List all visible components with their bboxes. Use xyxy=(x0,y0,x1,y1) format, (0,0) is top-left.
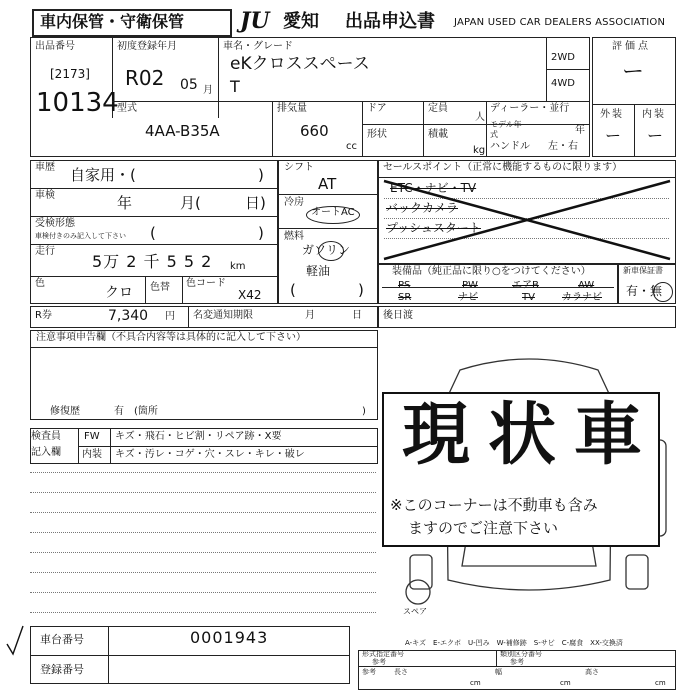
transfer-note: 車検付きのみ記入して下さい xyxy=(35,232,126,240)
selling-point-3: プッシュスタート xyxy=(386,221,481,235)
mileage-label: 走行 xyxy=(35,246,55,257)
history-close: ) xyxy=(258,166,264,184)
model-label: 型式 xyxy=(117,103,137,114)
as-is-stamp-note-1: ※このコーナーは不動車も含み xyxy=(390,496,598,514)
color-value: クロ xyxy=(105,285,133,301)
back-delivery-label: 後日渡 xyxy=(383,310,413,321)
cross-out-mark xyxy=(378,177,676,264)
transfer-close: ) xyxy=(258,224,264,242)
fuel-gas: ガソリン xyxy=(302,243,351,257)
displacement-value: 660 xyxy=(300,122,329,140)
listing-number-small: [2173] xyxy=(50,67,90,81)
displacement-unit: cc xyxy=(346,141,357,152)
equipment-label: 装備品（純正品に限り○をつけてください） xyxy=(392,266,591,277)
capacity-label: 定員 xyxy=(428,103,448,114)
shift-label: シフト xyxy=(284,162,314,173)
name-notice-month: 月 xyxy=(305,310,315,321)
fuel-diesel: 軽油 xyxy=(306,264,331,278)
chassis-label: 車台番号 xyxy=(40,633,84,646)
selling-point-1: ETC・ナビ・TV xyxy=(390,181,477,195)
interior-code-label: 内装 xyxy=(82,449,102,460)
rating-value: ー xyxy=(622,60,645,85)
as-is-stamp-note-2: ますのでご注意下さい xyxy=(408,519,559,537)
association-name: JAPAN USED CAR DEALERS ASSOCIATION xyxy=(454,17,666,28)
transfer-open: ( xyxy=(150,224,156,242)
shape-label: 形状 xyxy=(367,129,387,140)
equipment-ps: PS xyxy=(398,280,411,291)
inspection-year-unit: 年 xyxy=(117,194,133,212)
transfer-label: 受検形態 xyxy=(35,218,75,229)
capacity-unit: 人 xyxy=(475,112,485,123)
dealer-label: ディーラー・並行 xyxy=(490,103,570,114)
equipment-pw: PW xyxy=(462,280,478,291)
rating-label: 評価点 xyxy=(612,41,651,52)
ac-label: 冷房 xyxy=(284,197,304,208)
drive-2wd: 2WD xyxy=(551,52,575,63)
name-notice-day: 日 xyxy=(352,310,362,321)
handle-label: ハンドル xyxy=(490,141,530,152)
listing-number: 10134 xyxy=(36,88,119,118)
interior-label: 内装 xyxy=(642,109,666,120)
interior-value: ー xyxy=(647,126,664,145)
repair-value: 有 xyxy=(114,406,124,417)
first-reg-year: R02 xyxy=(125,66,165,90)
class-number-ref: 参考 xyxy=(510,658,524,666)
first-reg-month: 05 xyxy=(180,77,198,93)
repair-close: ) xyxy=(362,406,366,417)
color-code-label: 色コード xyxy=(186,278,226,289)
color-change-label: 色替 xyxy=(150,282,170,293)
inspection-month-unit: 月( xyxy=(180,194,201,212)
history-label: 車歴 xyxy=(35,162,55,173)
equipment-tv: TV xyxy=(522,292,535,303)
length-unit: cm xyxy=(470,679,481,687)
back-delivery-box xyxy=(378,306,676,328)
mileage-unit: km xyxy=(230,261,246,272)
as-is-stamp-title: 現状車 xyxy=(402,396,661,475)
check-mark-icon xyxy=(4,622,26,658)
drive-4wd: 4WD xyxy=(551,78,575,89)
repair-label: 修復歴 xyxy=(50,406,80,417)
selling-point-2: バックカメラ xyxy=(386,201,459,215)
recycle-value: 7,340 xyxy=(108,308,149,324)
history-value: 自家用・( xyxy=(70,166,136,184)
equipment-navi: ナビ xyxy=(458,292,478,303)
recycle-label: R券 xyxy=(35,310,52,321)
displacement-label: 排気量 xyxy=(277,103,307,114)
equipment-airbag: エアB xyxy=(512,280,539,291)
load-unit: kg xyxy=(473,145,486,156)
name-notice-label: 名変通知期限 xyxy=(193,310,253,321)
color-label: 色 xyxy=(35,278,45,289)
height-unit: cm xyxy=(655,679,666,687)
form-title: 出品申込書 xyxy=(345,11,435,32)
model-year-label: モデル年式 xyxy=(490,120,522,139)
warranty-label: 新車保証書 xyxy=(623,266,663,275)
load-label: 積載 xyxy=(428,129,448,140)
class-number-label: 類別区分番号 xyxy=(500,650,542,658)
selling-points-label: セールスポイント（正常に機能するものに限ります） xyxy=(383,162,623,173)
door-label: ドア xyxy=(367,103,387,114)
fw-label: FW xyxy=(84,431,100,442)
notes-label: 注意事項申告欄（不具合内容等は具体的に記入して下さい） xyxy=(36,332,306,343)
length-ref: 参考 xyxy=(362,668,376,676)
width-unit: cm xyxy=(560,679,571,687)
logo-region: 愛知 xyxy=(283,11,319,32)
car-name: eKクロススペース xyxy=(230,54,370,74)
damage-legend: A-キズ E-エクボ U-凹み W-補修跡 S-サビ C-腐食 XX-交換済 xyxy=(405,639,623,647)
inspector-label-1: 検査員 xyxy=(31,431,61,442)
ac-value: オートAC xyxy=(311,207,355,218)
handle-options: 左・右 xyxy=(548,141,578,152)
interior-codes: キズ・汚レ・コゲ・穴・スレ・キレ・破レ xyxy=(115,449,305,460)
type-designation-label: 形式指定番号 xyxy=(362,650,404,658)
model-code: 4AA-B35A xyxy=(145,122,220,140)
exterior-value: ー xyxy=(605,126,622,145)
equipment-sr: SR xyxy=(398,292,412,303)
height-label: 高さ xyxy=(585,668,599,676)
warranty-circle xyxy=(653,282,673,302)
exterior-label: 外装 xyxy=(600,109,624,120)
equipment-color-navi: カラナビ xyxy=(562,292,602,303)
car-name-label: 車名・グレード xyxy=(223,41,293,52)
recycle-unit: 円 xyxy=(165,311,175,322)
inspection-label: 車検 xyxy=(35,190,55,201)
shift-value: AT xyxy=(318,175,337,193)
width-label: 幅 xyxy=(495,668,502,676)
type-designation-ref: 参考 xyxy=(372,658,386,666)
inspection-day-unit: 日) xyxy=(245,194,266,212)
notes-block xyxy=(30,330,378,420)
fuel-open: ( xyxy=(290,281,296,299)
registration-label: 登録番号 xyxy=(40,663,84,676)
equipment-aw: AW xyxy=(578,280,595,291)
storage-label: 車内保管・守衛保管 xyxy=(40,12,185,31)
warranty-value: 有・無 xyxy=(626,284,663,298)
chassis-number: 0001943 xyxy=(190,628,269,647)
fuel-close: ) xyxy=(358,281,364,299)
model-year-unit: 年 xyxy=(575,125,585,136)
mileage-value: 5万 2 千 5 5 2 xyxy=(92,252,213,271)
logo-mark: JU xyxy=(240,8,270,34)
length-label: 長さ xyxy=(394,668,408,676)
car-grade: T xyxy=(230,77,240,96)
fw-codes: キズ・飛石・ヒビ割・リペア跡・X要 xyxy=(115,431,282,442)
repair-location: (箇所 xyxy=(134,406,158,417)
listing-number-label: 出品番号 xyxy=(35,41,75,52)
color-code: X42 xyxy=(238,288,262,302)
first-reg-month-unit: 月 xyxy=(203,85,213,96)
spare-label: スペア xyxy=(403,607,427,616)
inspector-label-2: 記入欄 xyxy=(31,447,61,458)
fuel-label: 燃料 xyxy=(284,231,304,242)
first-reg-label: 初度登録年月 xyxy=(117,41,177,52)
